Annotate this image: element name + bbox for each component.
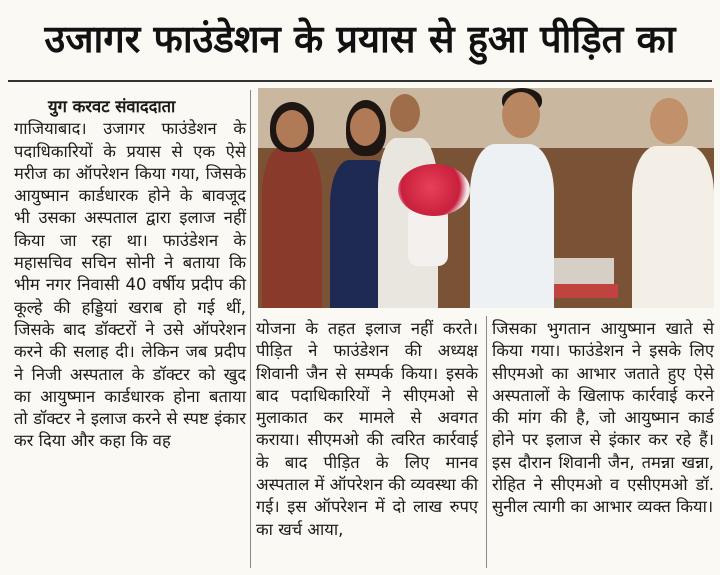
flower-bouquet (398, 164, 470, 216)
headline-rule (8, 80, 712, 82)
page-title: उजागर फाउंडेशन के प्रयास से हुआ पीड़ित का (44, 17, 676, 61)
byline: युग करवट संवाददाता (48, 97, 176, 116)
article-column-2 (256, 318, 478, 541)
column-divider (486, 316, 487, 568)
article-column-1 (14, 96, 246, 453)
column-1-text: गाजियाबाद। उजागर फाउंडेशन के पदाधिकारियों के प्रयास से एक ऐसे मरीज का ऑपरेशन किया गया, जिसके आयुष्मान कार्डधारक होने के बावजूद भी उसका अस्पताल द्वारा इलाज नहीं किया जा रहा था। फाउंडेशन के महासचिव सचिन सोनी ने बताया कि भीम नगर निवासी 40 वर्षीय प्रदीप की कूल्हे की हड्डियां खराब हो गई थीं, जिसके बाद डॉक्टरों ने उसे ऑपरेशन करने की सलाह दी। लेकिन जब प्रदीप ने निजी अस्पताल के डॉक्टर को खुद का आयुष्मान कार्डधारक होना बताया तो डॉक्टर ने इलाज करने से स्पष्ट इंकार कर दिया और कहा कि वह (14, 119, 246, 451)
column-3-text: जिसका भुगतान आयुष्मान खाते से किया गया। फाउंडेशन ने इसके लिए सीएमओ का आभार जताते हुए ऐसे अस्पतालों के खिलाफ कार्रवाई करने की मांग की है, जो आयुष्मान कार्ड होने पर इलाज से इंकार कर रहे हैं। इस दौरान शिवानी जैन, तमन्ना खन्ना, रोहित ने सीएमओ व एसीएमओ डॉ. सुनील त्यागी का आभार व्यक्त किया। (492, 319, 714, 517)
column-2-text: योजना के तहत इलाज नहीं करते। पीड़ित ने फाउंडेशन की अध्यक्ष शिवानी जैन से सम्पर्क किया। इसके बाद पदाधिकारियों ने सीएमओ से मुलाकात कर मामले से अवगत कराया। सीएमओ की त्वरित कार्रवाई के बाद पीड़ित के लिए मानव अस्पताल में ऑपरेशन की व्यवस्था की गई। इस ऑपरेशन में दो लाख रुपए का खर्च आया, (256, 319, 478, 539)
article-column-3 (492, 318, 714, 519)
news-photo (258, 88, 714, 308)
column-divider (250, 90, 251, 568)
